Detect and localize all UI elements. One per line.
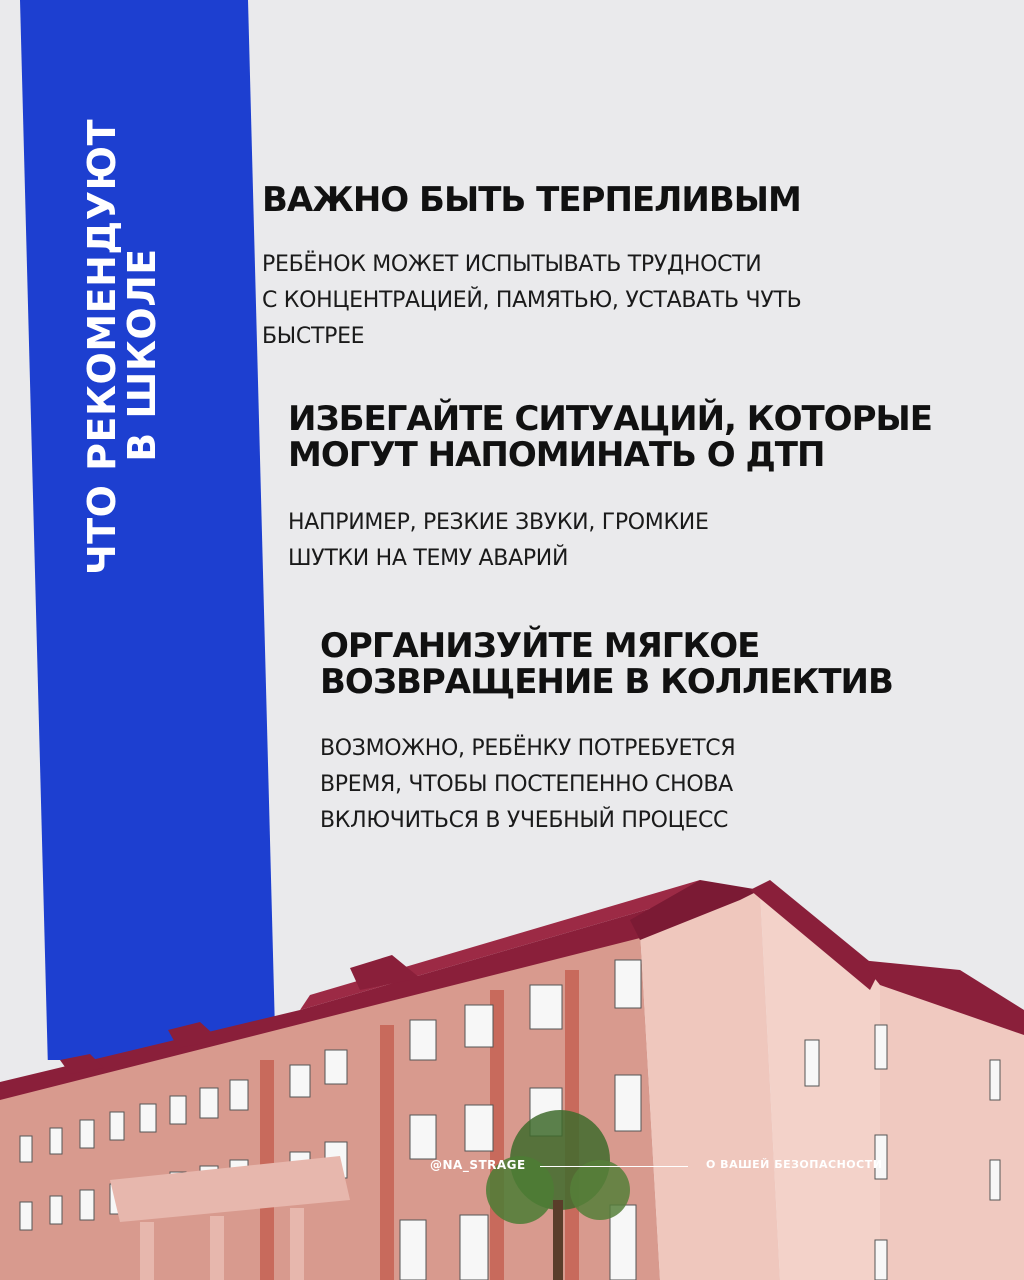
side-title-line-1: ЧТО РЕКОМЕНДУЮТ — [80, 118, 124, 575]
item-2-title-line-2: МОГУТ НАПОМИНАТЬ О ДТП — [288, 435, 825, 475]
item-3-text-line-1: ВОЗМОЖНО, РЕБЁНКУ ПОТРЕБУЕТСЯ — [320, 736, 736, 761]
item-3-title — [320, 628, 893, 700]
item-1-title-line-1: ВАЖНО БЫТЬ ТЕРПЕЛИВЫМ — [262, 180, 801, 220]
side-title-line-2: В ШКОЛЕ — [120, 248, 164, 462]
item-1-text — [262, 247, 801, 355]
item-2-title — [288, 401, 932, 473]
item-2-text — [288, 505, 709, 577]
item-3-title-line-1: ОРГАНИЗУЙТЕ МЯГКОЕ — [320, 626, 760, 666]
item-3-title-line-2: ВОЗВРАЩЕНИЕ В КОЛЛЕКТИВ — [320, 662, 893, 702]
item-1-text-line-3: БЫСТРЕЕ — [262, 324, 365, 349]
item-1-text-line-2: С КОНЦЕНТРАЦИЕЙ, ПАМЯТЬЮ, УСТАВАТЬ ЧУТЬ — [262, 288, 802, 313]
footer-divider — [540, 1166, 688, 1167]
item-3-text-line-3: ВКЛЮЧИТЬСЯ В УЧЕБНЫЙ ПРОЦЕСС — [320, 808, 729, 833]
footer-tagline: О ВАШЕЙ БЕЗОПАСНОСТИ — [706, 1158, 883, 1171]
side-title — [80, 118, 164, 575]
item-1-text-line-1: РЕБЁНОК МОЖЕТ ИСПЫТЫВАТЬ ТРУДНОСТИ — [262, 252, 762, 277]
item-3-text-line-2: ВРЕМЯ, ЧТОБЫ ПОСТЕПЕННО СНОВА — [320, 772, 733, 797]
item-1-title — [262, 182, 801, 218]
item-3-text — [320, 731, 735, 839]
item-2-text-line-2: ШУТКИ НА ТЕМУ АВАРИЙ — [288, 546, 569, 571]
footer-credit: @NA_STRAGE — [430, 1158, 526, 1172]
school-building-image — [0, 860, 1024, 1280]
item-2-title-line-1: ИЗБЕГАЙТЕ СИТУАЦИЙ, КОТОРЫЕ — [288, 399, 932, 439]
item-2-text-line-1: НАПРИМЕР, РЕЗКИЕ ЗВУКИ, ГРОМКИЕ — [288, 510, 709, 535]
